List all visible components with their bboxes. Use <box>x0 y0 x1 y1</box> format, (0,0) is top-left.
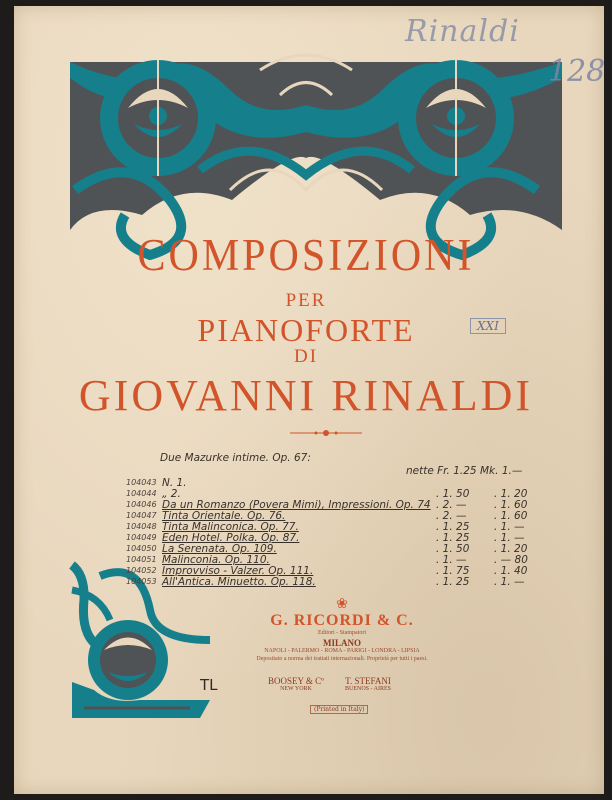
agent-right <box>345 676 391 692</box>
price-fr: . 1. 25 <box>436 576 470 588</box>
price-mk: . 1. — <box>494 576 525 588</box>
work-title: „ 2. <box>162 488 181 500</box>
work-title: Eden Hotel. Polka. Op. 87. <box>162 532 300 544</box>
price-mk: . 1. 60 <box>494 499 528 511</box>
publisher-sub: Editori - Stampatori <box>318 630 366 636</box>
pencil-signature: Rinaldi <box>405 14 520 49</box>
price-fr: . 1. — <box>436 554 467 566</box>
agent-left-city: NEW YORK <box>280 686 312 692</box>
title-line-3: PIANOFORTE <box>197 312 415 348</box>
price-mk: . 1. 40 <box>494 565 528 577</box>
price-header-mk: Mk. 1.— <box>480 465 523 477</box>
title-line-1: COMPOSIZIONI <box>137 231 475 281</box>
work-title: N. 1. <box>162 477 187 489</box>
agent-left <box>268 676 324 692</box>
publisher-branches: NAPOLI - PALERMO - ROMA - PARIGI - LONDRA - LIPSIA <box>264 647 420 654</box>
catalogue-id: 104052 <box>126 566 157 575</box>
price-mk: . 1. — <box>494 521 525 533</box>
publisher-name: G. RICORDI & C. <box>270 612 414 629</box>
catalogue-id: 104051 <box>126 555 157 564</box>
price-fr: . 1. 50 <box>436 488 470 500</box>
price-fr: . 1. 25 <box>436 521 470 533</box>
price-fr: . 2. — <box>436 499 467 511</box>
publisher-rights: Depositato a norma dei trattati internazionali. Proprietà per tutti i paesi. <box>256 655 428 662</box>
work-title: Tinta Orientale. Op. 76. <box>162 510 286 522</box>
price-mk: . 1. — <box>494 532 525 544</box>
price-mk: . 1. 20 <box>494 543 528 555</box>
title-line-2: PER <box>285 290 327 311</box>
catalogue-id: 104046 <box>126 500 157 509</box>
price-fr: . 1. 50 <box>436 543 470 555</box>
artist-monogram: TL <box>200 676 218 694</box>
price-mk: . — 80 <box>494 554 528 566</box>
catalogue-id: 104053 <box>126 577 157 586</box>
agent-right-name: T. STEFANI <box>345 676 391 686</box>
publisher-city: MILANO <box>323 637 361 648</box>
catalogue-id: 104047 <box>126 511 157 520</box>
price-header-fr: nette Fr. 1.25 <box>406 465 477 477</box>
catalogue-id: 104043 <box>126 478 157 487</box>
catalogue-id: 104049 <box>126 533 157 542</box>
price-fr: . 1. 25 <box>436 532 470 544</box>
price-mk: . 1. 20 <box>494 488 528 500</box>
price-mk: . 1. 60 <box>494 510 528 522</box>
price-fr: . 2. — <box>436 510 467 522</box>
title-line-4: DI <box>293 346 319 367</box>
price-fr: . 1. 75 <box>436 565 470 577</box>
composer-name: GIOVANNI RINALDI <box>78 371 534 420</box>
title-divider <box>290 428 362 438</box>
catalogue-id: 104044 <box>126 489 157 498</box>
work-title: Improvviso - Valzer. Op. 111. <box>162 565 314 577</box>
catalogue-id: 104050 <box>126 544 157 553</box>
work-title: Malinconia. Op. 110. <box>162 554 270 566</box>
work-title: La Serenata. Op. 109. <box>162 543 277 555</box>
ricordi-emblem: ❀ <box>336 597 348 612</box>
catalogue-id: 104048 <box>126 522 157 531</box>
work-row <box>126 576 566 590</box>
work-title: Da un Romanzo (Povera Mimi), Impressioni. Op. 74 <box>162 499 431 511</box>
catalogue-number: 128 <box>548 54 606 89</box>
agent-left-name: BOOSEY & Cº <box>268 676 324 686</box>
work-title: All'Antica. Minuetto. Op. 118. <box>162 576 316 588</box>
agent-right-city: BUENOS - AIRES <box>345 686 392 692</box>
stamp-mark: XXI <box>470 318 506 334</box>
work-title: Tinta Malinconica. Op. 77. <box>162 521 299 533</box>
works-heading: Due Mazurke intime. Op. 67: <box>160 452 311 464</box>
printed-in: (Printed in Italy) <box>310 705 368 714</box>
publisher-block <box>252 598 432 663</box>
